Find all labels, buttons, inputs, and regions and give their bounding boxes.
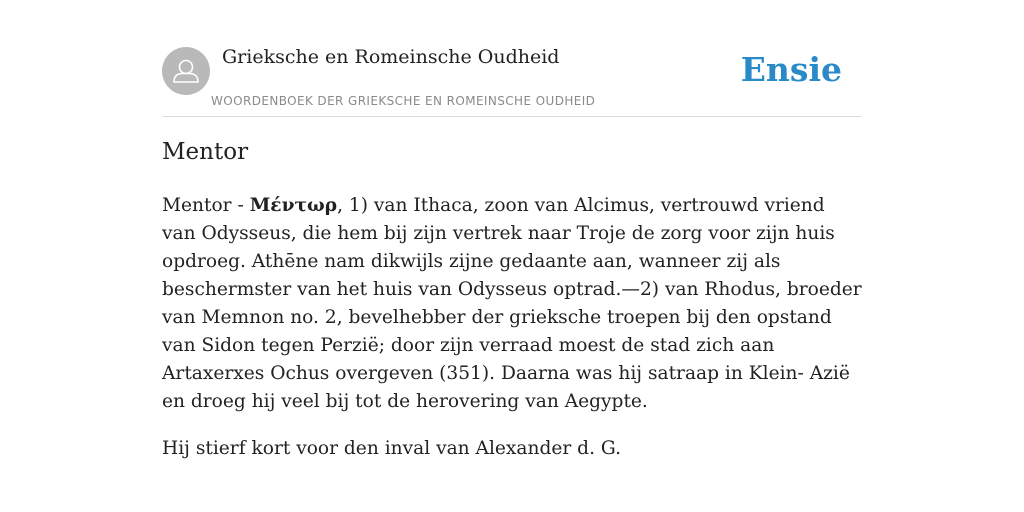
entry-lead: Mentor - <box>162 195 250 216</box>
greek-term: Μέντωρ <box>249 195 338 216</box>
source-header <box>162 0 862 117</box>
source-subtitle: WOORDENBOEK DER GRIEKSCHE EN ROMEINSCHE OUDHEID <box>211 94 596 108</box>
entry-paragraph-1 <box>162 192 862 416</box>
ensie-logo[interactable]: Ensie <box>740 50 842 89</box>
entry-paragraph-2: Hij stierf kort voor den inval van Alexander d. G. <box>162 438 621 459</box>
source-title-link[interactable]: Grieksche en Romeinsche Oudheid <box>222 46 560 68</box>
entry-paragraph-1-text: , 1) van Ithaca, zoon van Alcimus, vertrouwd vriend van Odysseus, die hem bij zijn vertrek naar Troje de zorg voor zijn huis opdroeg. Athēne nam dikwijls zijne gedaante aan, wanneer zij als beschermster van het huis van Odysseus optrad.—2) van Rhodus, broeder van Memnon no. 2, bevelhebber der grieksche troepen bij den opstand van Sidon tegen Perzië; door zijn verraad moest de stad zich aan Artaxerxes Ochus overgeven (351). Daarna was hij satraap in Klein- Azië en droeg hij veel bij tot de herovering van Aegypte. <box>162 195 862 412</box>
user-avatar-icon[interactable] <box>162 47 210 95</box>
entry-title: Mentor <box>162 139 249 165</box>
avatar-glyph <box>162 47 210 95</box>
entry-body <box>162 192 862 482</box>
page-container <box>162 0 862 459</box>
